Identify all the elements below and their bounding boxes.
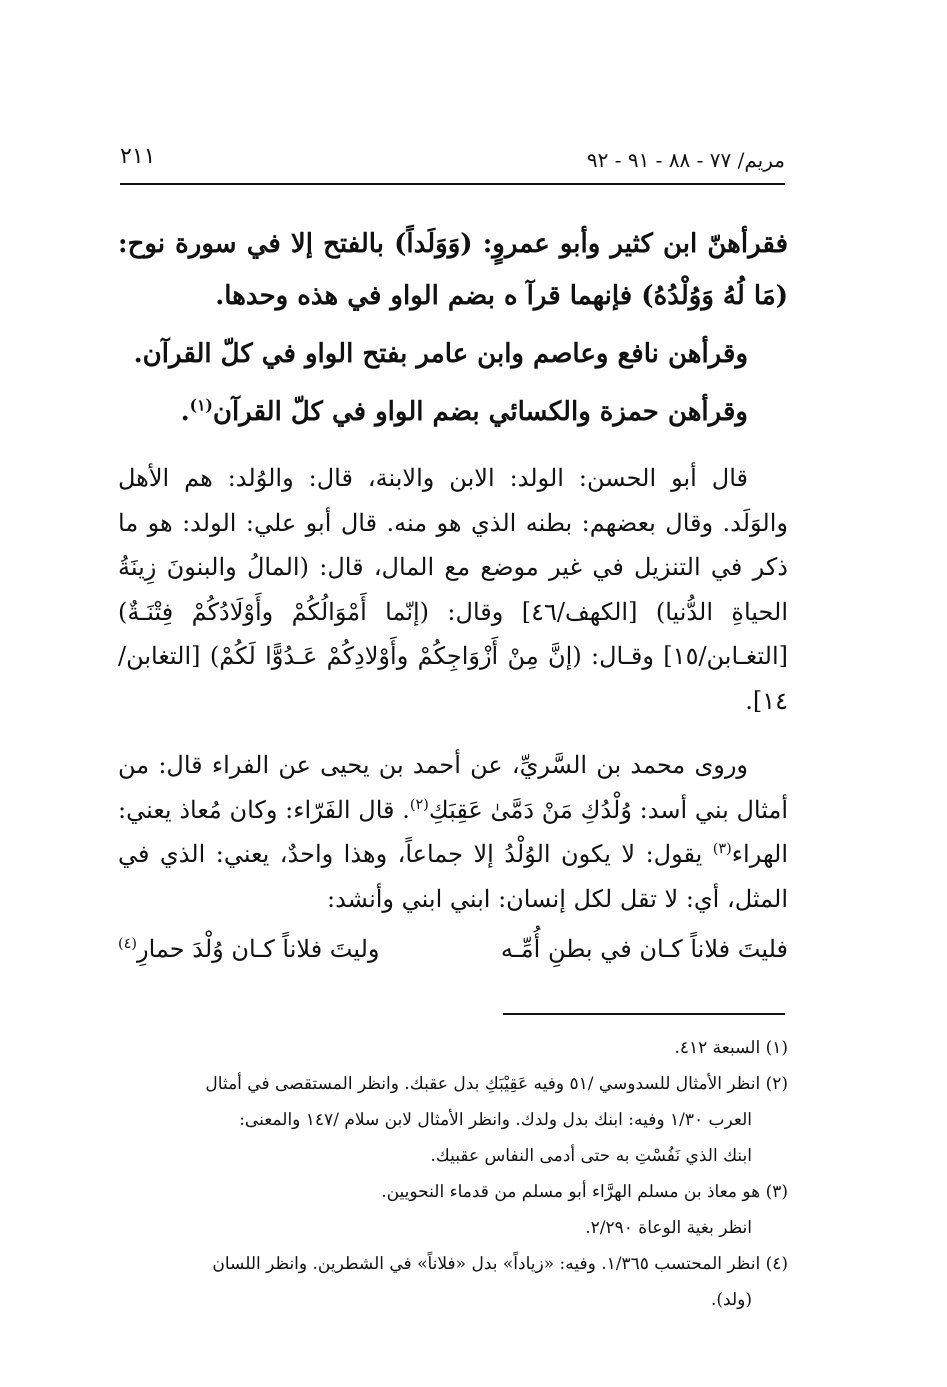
running-title: مريم/ ٧٧ - ٨٨ - ٩١ - ٩٢ [586, 148, 785, 172]
header-rule [120, 183, 785, 185]
footnote-4-line-2: (ولد). [711, 1290, 752, 1310]
commentary-paragraph-2 [118, 743, 788, 921]
footnotes [118, 1030, 788, 1318]
footnote-3: (٣) هو معاذ بن مسلم الهرَّاء أبو مسلم من قدماء النحويين. [381, 1182, 788, 1202]
page-header [120, 140, 785, 180]
footnote-2: (٢) انظر الأمثال للسدوسي /٥١ وفيه عَقِيْبَكِ بدل عقبك. وانظر المستقصى في أمثال [205, 1074, 788, 1094]
footnote-2-line-2: العرب ١/٣٠ وفيه: ابنك بدل ولدك. وانظر الأمثال لابن سلام /١٤٧ والمعنى: [239, 1110, 752, 1130]
main-text [118, 218, 788, 971]
quoted-reading-3 [118, 386, 788, 438]
poetry-verse [118, 927, 788, 971]
verse-hemistich-1: فليتَ فلاناً كـان في بطنِ أُمِّـه [500, 935, 788, 963]
footnote-2-line-3: ابنك الذي نَفُسْتِ به حتى أدمى النفاس عقبيك. [430, 1146, 752, 1166]
commentary-paragraph-1: قال أبو الحسن: الولد: الابن والابنة، قال: والوُلد: هم الأهل والوَلَد. وقال بعضهم: بطنه الذي هو منه. قال أبو علي: الولد: هو ما ذكر في التنزيل في غير موضع مع المال، قال: (المالُ والبنونَ زِينَةُ الحياةِ الدُّنيا) [الكهف/٤٦] وقال: (إنّما أَمْوَالُكُمْ وأَوْلَادُكُمْ فِتْنَـةٌ) [التغـابن/١٥] وقـال: (إنَّ مِنْ أَزْوَاجِكُمْ وأَوْلادِكُمْ عَـدُوًّا لَكُمْ) [التغابن/١٤]. [118, 464, 789, 715]
footnote-ref-2[interactable]: (٢) [409, 796, 429, 813]
quoted-reading-3-end: . [180, 397, 190, 427]
quoted-reading-3-text: وقرأهن حمزة والكسائي بضم الواو في كلّ القرآن [212, 397, 748, 427]
commentary-2-part-b: . قال الفَرّاء: وكان مُعاذ يعني: الهراء [118, 795, 788, 868]
footnote-1: (١) السبعة ٤١٢. [674, 1038, 788, 1058]
footnote-4: (٤) انظر المحتسب ١/٣٦٥. وفيه: «زياداً» بدل «فلاناً» في الشطرين. وانظر اللسان [212, 1254, 788, 1274]
quoted-reading-1: فقرأهنّ ابن كثير وأبو عمروٍ: (وَوَلَداً) بالفتح إلا في سورة نوح: (مَا لُهُ وَوُلْدُهُ) فإنهما قرآ ه بضم الواو في هذه وحدها. [118, 229, 788, 311]
quoted-reading-2: وقرأهن نافع وعاصم وابن عامر بفتح الواو في كلّ القرآن. [133, 339, 748, 369]
verse-hemistich-2-wrap [118, 927, 380, 971]
footnote-rule [503, 1013, 785, 1015]
commentary-2-part-a: وروى محمد بن السَّريِّ، عن أحمد بن يحيى عن الفراء قال: من أمثال بني أسد: وُلْدُكِ مَنْ دَمَّىٰ عَقِبَكِ [118, 751, 789, 824]
footnote-3-line-2: انظر بغية الوعاة ٢/٢٩٠. [585, 1218, 752, 1238]
footnote-ref-3[interactable]: (٣) [712, 841, 732, 857]
commentary-2-part-c: يقول: لا يكون الوُلْدُ إلا جماعاً، وهذا واحدٌ، يعني: الذي في المثل، أي: لا تقل لكل إنسان: ابني ابني وأنشد: [118, 840, 788, 913]
page-number: ٢١١ [120, 144, 156, 169]
footnote-ref-1[interactable]: (١) [189, 395, 213, 415]
verse-hemistich-2: وليتَ فلاناً كـان وُلْدَ حمارِ [136, 935, 380, 963]
footnote-ref-4[interactable]: (٤) [118, 936, 137, 952]
